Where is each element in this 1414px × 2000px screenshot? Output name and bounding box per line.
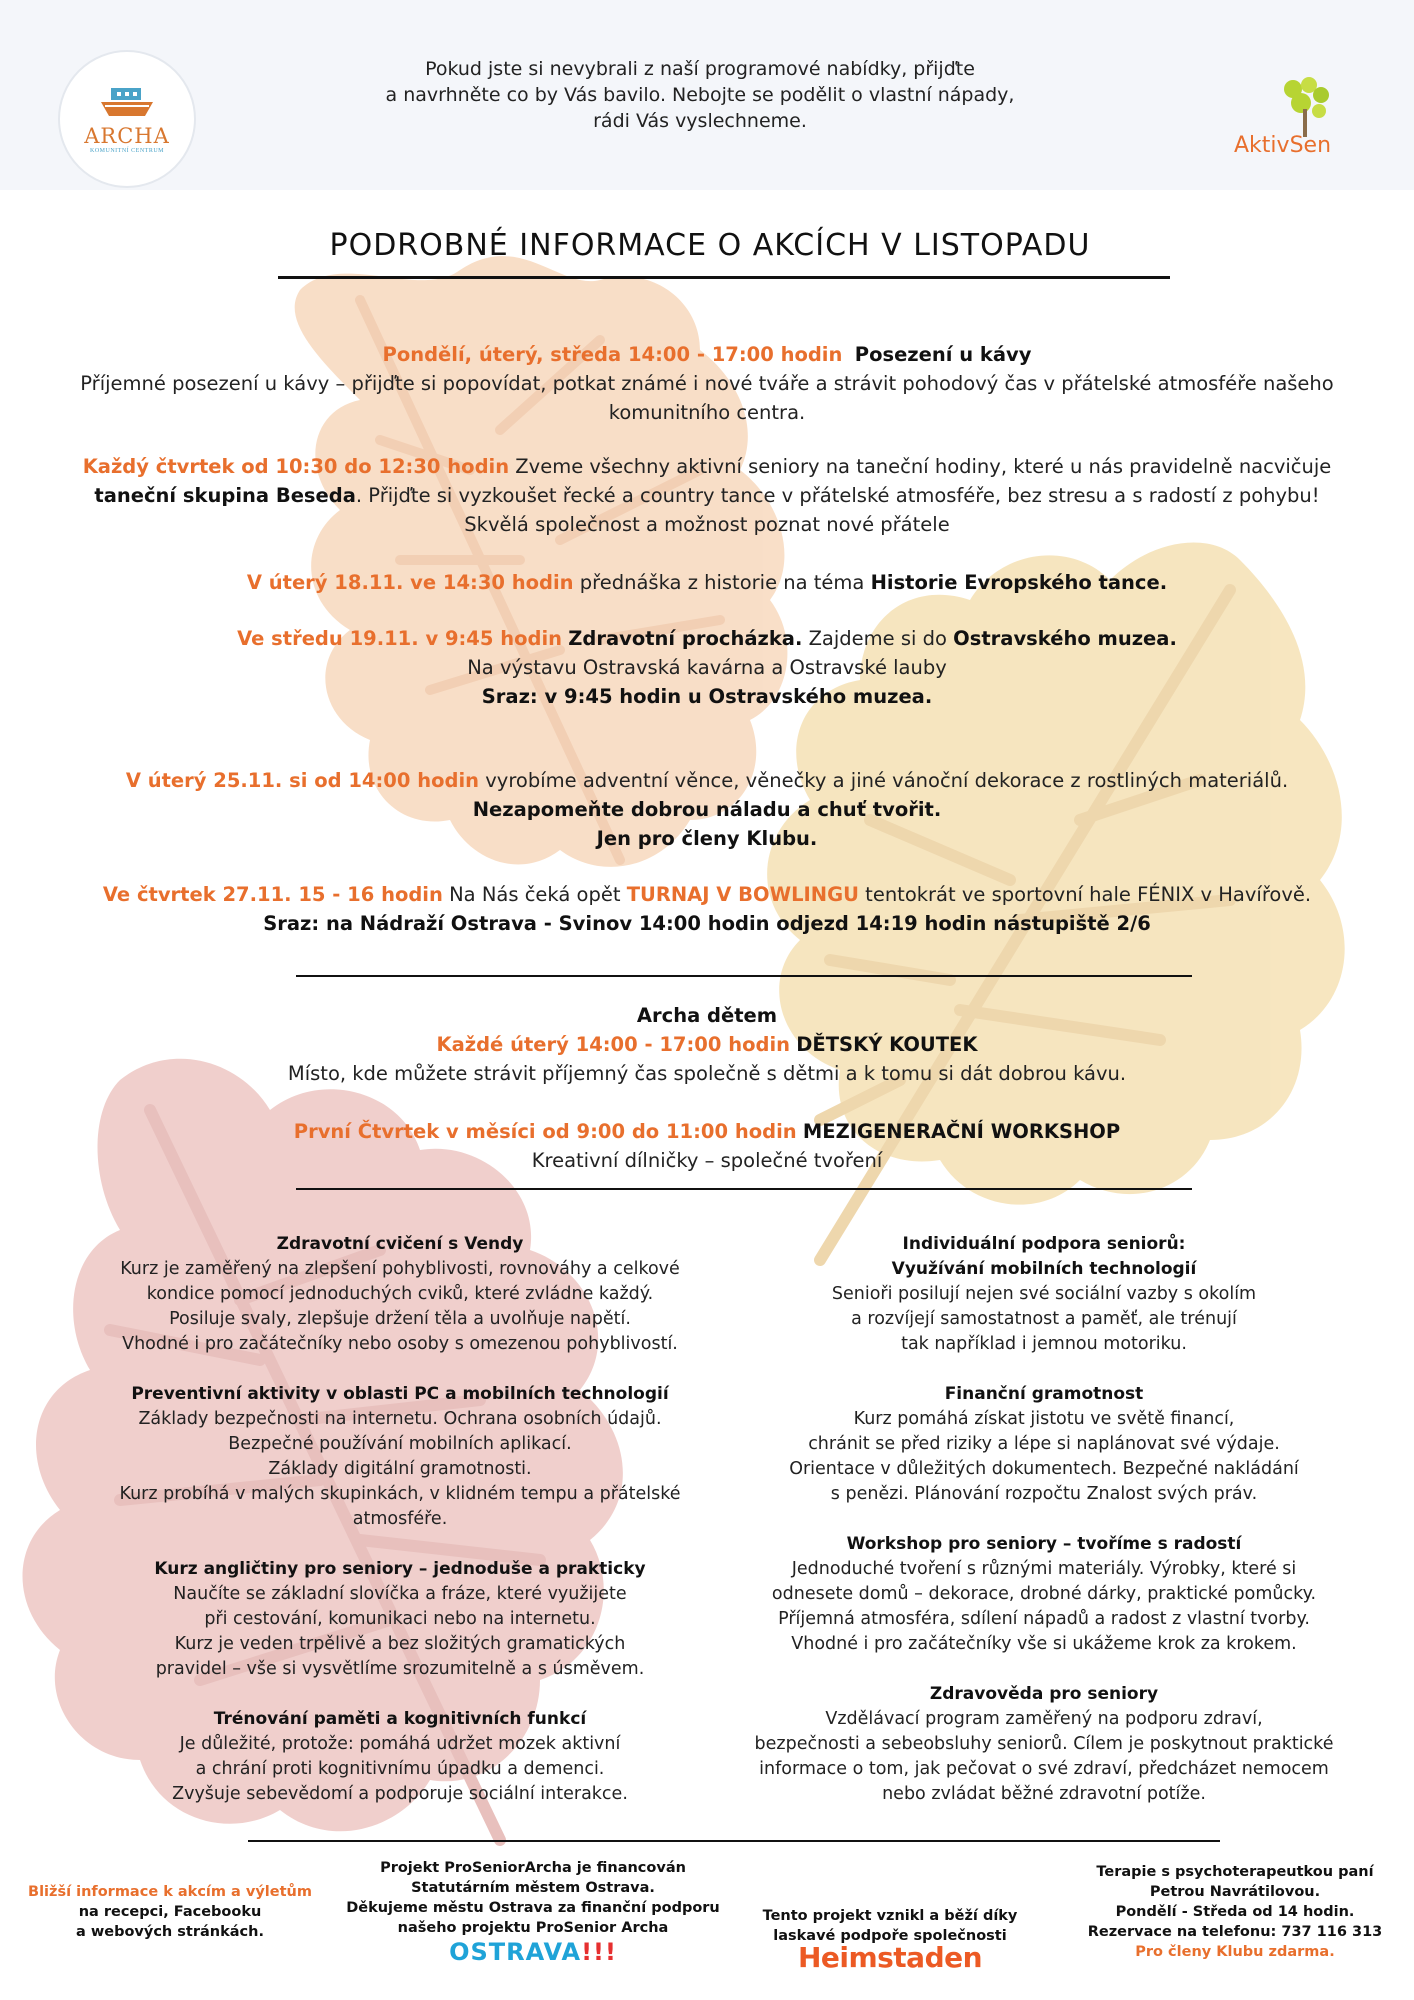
course-block: [90, 1232, 710, 1357]
course-line: chránit se před riziky a lépe si naplánovat své výdaje.: [808, 1434, 1280, 1454]
intro-line: a navrhněte co by Vás bavilo. Nebojte se podělit o vlastní nápady,: [385, 84, 1015, 106]
event-meeting: Sraz: v 9:45 hodin u Ostravského muzea.: [481, 685, 933, 708]
course-block: [734, 1382, 1354, 1507]
course-line: atmosféře.: [352, 1509, 448, 1529]
course-block: [90, 1707, 710, 1807]
archa-logo: [58, 50, 196, 188]
course-line: Je důležité, protože: pomáhá udržet mozek aktivní: [179, 1734, 621, 1754]
footer-heimstaden-line: Tento projekt vznikl a běží díky: [762, 1908, 1018, 1924]
event-text: Zveme všechny aktivní seniory na taneční hodiny, které u nás pravidelně nacvičuje: [515, 455, 1332, 478]
course-title: Workshop pro seniory – tvoříme s radostí: [846, 1534, 1242, 1554]
courses-right-column: [734, 1232, 1354, 1832]
kids-ws-desc: Kreativní dílničky – společné tvoření: [531, 1149, 883, 1172]
kids-section: [40, 1001, 1374, 1175]
course-line: odnesete domů – dekorace, drobné dárky, praktické pomůcky.: [771, 1584, 1317, 1604]
course-block: [734, 1532, 1354, 1657]
event-name: TURNAJ V BOWLINGU: [626, 883, 859, 906]
section-divider: [296, 1188, 1192, 1190]
course-line: Základy digitální gramotnosti.: [268, 1459, 532, 1479]
footer-therapy-line: Terapie s psychoterapeutkou paní: [1096, 1864, 1374, 1880]
section-divider: [296, 975, 1192, 977]
event-group: taneční skupina Beseda: [94, 484, 356, 507]
event-time: V úterý 25.11. si od 14:00 hodin: [125, 769, 480, 792]
heimstaden-logo: Heimstaden: [797, 1941, 983, 1974]
footer-therapy-line: Rezervace na telefonu: 737 116 313: [1087, 1924, 1383, 1940]
course-line: Kurz pomáhá získat jistotu ve světě financí,: [853, 1409, 1235, 1429]
kids-corner-time: Každé úterý 14:00 - 17:00 hodin: [436, 1033, 791, 1056]
ostrava-logo: [330, 1938, 736, 1966]
footer-divider: [248, 1840, 1220, 1842]
course-title: Preventivní aktivity v oblasti PC a mobilních technologií: [131, 1384, 669, 1404]
event-note: Nezapomeňte dobrou náladu a chuť tvořit.: [472, 798, 942, 821]
event-text: Na Nás čeká opět: [449, 883, 621, 906]
course-line: Kurz probíhá v malých skupinkách, v klidném tempu a přátelské: [119, 1484, 681, 1504]
course-line: Bezpečné používání mobilních aplikací.: [228, 1434, 572, 1454]
kids-corner-name: DĚTSKÝ KOUTEK: [796, 1033, 978, 1056]
event-meeting: Sraz: na Nádraží Ostrava - Svinov 14:00 hodin odjezd 14:19 hodin nástupiště 2/6: [263, 912, 1151, 935]
ostrava-logo-mark: !!!: [581, 1938, 617, 1966]
course-block: [734, 1232, 1354, 1357]
footer-funding-line: Projekt ProSeniorArcha je financován: [380, 1860, 686, 1876]
course-line: bezpečnosti a sebeobsluhy seniorů. Cílem je poskytnout praktické: [754, 1734, 1334, 1754]
footer-therapy-highlight: Pro členy Klubu zdarma.: [1135, 1944, 1335, 1960]
event-text: Skvělá společnost a možnost poznat nové přátele: [464, 513, 950, 536]
course-line: tak například i jemnou motoriku.: [901, 1334, 1187, 1354]
intro-line: rádi Vás vyslechneme.: [593, 110, 807, 132]
course-line: při cestování, komunikaci nebo na internetu.: [204, 1609, 596, 1629]
footer-info-line: a webových stránkách.: [76, 1924, 264, 1940]
footer-funding-line: našeho projektu ProSenior Archa: [397, 1920, 669, 1936]
course-title: Trénování paměti a kognitivních funkcí: [213, 1709, 587, 1729]
event-note: Jen pro členy Klubu.: [596, 827, 818, 850]
course-line: nebo zvládat běžné zdravotní potíže.: [882, 1784, 1206, 1804]
course-line: Jednoduché tvoření s různými materiály. Výrobky, které si: [791, 1559, 1297, 1579]
footer-therapy-line: Petrou Navrátilovou.: [1149, 1884, 1321, 1900]
footer-funding-line: Statutárním městem Ostrava.: [411, 1880, 655, 1896]
course-line: Naučíte se základní slovíčka a fráze, které využijete: [173, 1584, 627, 1604]
course-line: s penězi. Plánování rozpočtu Znalost svých práv.: [830, 1484, 1258, 1504]
intro-line: Pokud jste si nevybrali z naší programové nabídky, přijďte: [425, 58, 975, 80]
footer-therapy-line: Pondělí - Středa od 14 hodin.: [1115, 1904, 1355, 1920]
event-text: Na výstavu Ostravská kavárna a Ostravské lauby: [467, 656, 947, 679]
course-line: Orientace v důležitých dokumentech. Bezpečné nakládání: [789, 1459, 1299, 1479]
course-line: Vzdělávací program zaměřený na podporu zdraví,: [825, 1709, 1263, 1729]
event-advent: [40, 766, 1374, 853]
aktivsen-part2: Sen: [1289, 133, 1332, 158]
course-title: Zdravověda pro seniory: [929, 1684, 1159, 1704]
course-line: Příjemná atmosféra, sdílení nápadů a radost z vlastní tvorby.: [778, 1609, 1310, 1629]
footer-heimstaden: [740, 1906, 1040, 1974]
course-line: pravidel – vše si vysvětlíme srozumitelně a s úsměvem.: [155, 1659, 645, 1679]
page-title: PODROBNÉ INFORMACE O AKCÍCH V LISTOPADU: [329, 228, 1091, 263]
course-line: Posiluje svaly, zlepšuje držení těla a uvolňuje napětí.: [169, 1309, 631, 1329]
course-subtitle: Využívání mobilních technologií: [891, 1259, 1197, 1279]
course-block: [734, 1682, 1354, 1807]
course-line: Kurz je zaměřený na zlepšení pohyblivosti, rovnováhy a celkové: [120, 1259, 680, 1279]
course-title: Kurz angličtiny pro seniory – jednoduše a prakticky: [154, 1559, 646, 1579]
course-line: Zvyšuje sebevědomí a podporuje sociální interakce.: [172, 1784, 628, 1804]
course-line: Vhodné i pro začátečníky nebo osoby s omezenou pohyblivostí.: [122, 1334, 678, 1354]
footer-therapy: [1060, 1862, 1410, 1962]
event-place: Ostravského muzea.: [953, 627, 1177, 650]
title-underline: [278, 276, 1170, 279]
event-text: . Přijďte si vyzkoušet řecké a country tance v přátelské atmosféře, bez stresu a s radostí z pohybu!: [355, 484, 1320, 507]
event-text: vyrobíme adventní věnce, věnečky a jiné vánoční dekorace z rostliných materiálů.: [485, 769, 1289, 792]
footer-info-line: Bližší informace k akcím a výletům: [28, 1884, 312, 1900]
aktivsen-logo-text: [1234, 133, 1331, 158]
course-line: a rozvíjejí samostatnost a paměť, ale trénují: [851, 1309, 1237, 1329]
ostrava-logo-text: OSTRAVA: [449, 1938, 582, 1966]
event-text: přednáška z historie na téma: [579, 571, 865, 594]
course-title: Individuální podpora seniorů:: [902, 1234, 1186, 1254]
event-lecture: [40, 568, 1374, 597]
tree-icon: [1275, 75, 1335, 137]
aktivsen-logo: [1230, 75, 1370, 165]
course-line: Základy bezpečnosti na internetu. Ochrana osobních údajů.: [138, 1409, 662, 1429]
course-line: Vhodné i pro začátečníky vše si ukážeme krok za krokem.: [791, 1634, 1297, 1654]
event-name: Zdravotní procházka.: [568, 627, 803, 650]
footer-funding-line: Děkujeme městu Ostrava za finanční podporu: [346, 1900, 720, 1916]
course-line: informace o tom, jak pečovat o své zdraví, předcházet nemocem: [759, 1759, 1329, 1779]
event-dance: [40, 452, 1374, 539]
kids-ws-time: První Čtvrtek v měsíci od 9:00 do 11:00 hodin: [293, 1120, 797, 1143]
event-walk: [40, 624, 1374, 711]
footer-info-line: na recepci, Facebooku: [78, 1904, 262, 1920]
course-block: [90, 1557, 710, 1682]
event-topic: Historie Evropského tance.: [870, 571, 1168, 594]
event-bowling: [40, 880, 1374, 938]
course-title: Zdravotní cvičení s Vendy: [276, 1234, 524, 1254]
course-line: a chrání proti kognitivnímu úpadku a demenci.: [195, 1759, 605, 1779]
archa-logo-name: ARCHA: [84, 124, 170, 148]
archa-logo-sub: KOMUNITNÍ CENTRUM: [90, 148, 164, 154]
course-block: [90, 1382, 710, 1532]
event-time: Ve středu 19.11. v 9:45 hodin: [237, 627, 563, 650]
event-time: Ve čtvrtek 27.11. 15 - 16 hodin: [102, 883, 443, 906]
course-title: Finanční gramotnost: [944, 1384, 1144, 1404]
event-time: V úterý 18.11. ve 14:30 hodin: [246, 571, 574, 594]
event-coffee: [40, 340, 1374, 427]
event-time: Každý čtvrtek od 10:30 do 12:30 hodin: [82, 455, 510, 478]
courses-left-column: [90, 1232, 710, 1832]
intro-text: [300, 56, 1100, 134]
event-name: Posezení u kávy: [854, 343, 1032, 366]
event-time: Pondělí, úterý, středa 14:00 - 17:00 hodin: [382, 343, 843, 366]
event-text: Zajdeme si do: [808, 627, 947, 650]
kids-ws-name: MEZIGENERAČNÍ WORKSHOP: [802, 1120, 1121, 1143]
event-desc: Příjemné posezení u kávy – přijďte si popovídat, potkat známé i nové tváře a strávit pohodový čas v přátelské atmosféře našeho komunitního centra.: [80, 372, 1334, 424]
kids-corner-desc: Místo, kde můžete strávit příjemný čas společně s dětmi a k tomu si dát dobrou kávu.: [287, 1062, 1127, 1085]
course-line: Senioři posilují nejen své sociální vazby s okolím: [831, 1284, 1257, 1304]
event-text: tentokrát ve sportovní hale FÉNIX v Havířově.: [865, 883, 1312, 906]
course-line: Kurz je veden trpělivě a bez složitých gramatických: [174, 1634, 626, 1654]
footer-funding: [330, 1858, 736, 1966]
aktivsen-part1: Aktiv: [1234, 133, 1290, 158]
ark-boat-icon: [99, 84, 155, 122]
footer-heimstaden-line: laskavé podpoře společnosti: [773, 1928, 1007, 1944]
course-line: kondice pomocí jednoduchých cviků, které zvládne každý.: [146, 1284, 654, 1304]
footer-info: [10, 1882, 330, 1942]
kids-title: Archa dětem: [636, 1004, 778, 1027]
